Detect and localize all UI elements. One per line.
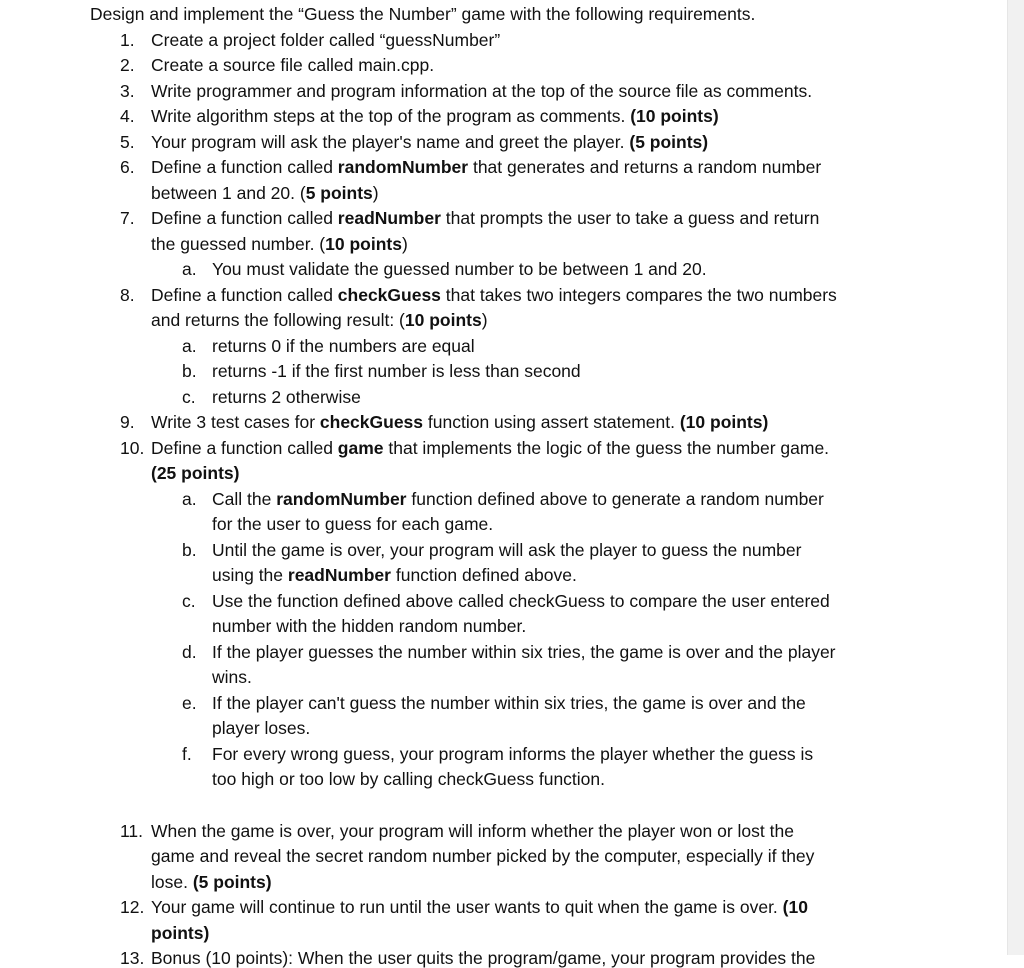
item-2-text: Create a source file called main.cpp. [151,55,435,75]
item-6-pre: Define a function called [151,157,338,177]
item-11-line2: game and reveal the secret random number picked by the computer, especially if they [151,846,815,866]
item-8-post: that takes two integers compares the two numbers [440,285,837,305]
item-10a-text [212,489,824,509]
item-6-points: 5 points [305,183,373,203]
item-number: 5. [120,132,135,152]
item-10f-text: For every wrong guess, your program informs the player whether the guess is [212,744,814,764]
item-8-line2-post: ) [481,310,488,330]
item-6-line2-pre: between 1 and 20. ( [151,183,306,203]
item-4-body: Write algorithm steps at the top of the program as comments. [151,106,631,126]
item-8-points: 10 points [404,310,482,330]
function-name: checkGuess [319,412,424,432]
item-8-pre: Define a function called [151,285,338,305]
item-10f-line2: too high or too low by calling checkGuess function. [212,769,605,789]
item-8c-text: returns 2 otherwise [212,387,361,407]
item-number: 1. [120,30,135,50]
function-name: checkGuess [337,285,441,305]
item-3-text: Write programmer and program information at the top of the source file as comments. [151,81,813,101]
item-13-text: Bonus (10 points): When the user quits the program/game, your program provides the [151,948,816,968]
item-7a-text: You must validate the guessed number to be between 1 and 20. [212,259,707,279]
item-10b-line2 [212,565,577,585]
item-7-text [151,208,819,228]
item-number: 2. [120,55,135,75]
function-name: randomNumber [276,489,407,509]
item-10-points-text: (25 points) [151,463,240,483]
subitem-letter: f. [182,744,192,764]
item-10-post: that implements the logic of the guess the number game. [383,438,830,458]
item-5-text [151,132,708,152]
item-5-body: Your program will ask the player's name and greet the player. [151,132,630,152]
item-7-pre: Define a function called [151,208,338,228]
item-8-text [151,285,837,305]
vertical-scrollbar[interactable] [1007,0,1024,955]
item-7-points: 10 points [325,234,402,254]
function-name: readNumber [287,565,391,585]
item-7-post: that prompts the user to take a guess and return [440,208,820,228]
item-9-points: (10 points) [679,412,769,432]
item-number: 12. [120,897,145,917]
subitem-letter: c. [182,591,196,611]
item-4-points: (10 points) [630,106,719,126]
item-9-text [151,412,768,432]
subitem-letter: a. [182,336,197,356]
subitem-letter: b. [182,361,197,381]
subitem-letter: a. [182,259,197,279]
function-name: readNumber [337,208,441,228]
item-number: 6. [120,157,135,177]
item-10e-line2: player loses. [212,718,311,738]
subitem-letter: d. [182,642,197,662]
item-number: 3. [120,81,135,101]
item-12-text [151,897,808,917]
item-4-text [151,106,719,126]
item-10a-post: function defined above to generate a random number [406,489,824,509]
item-8-line2-pre: and returns the following result: ( [151,310,405,330]
item-6-line2-post: ) [372,183,379,203]
item-10-pre: Define a function called [151,438,338,458]
item-9-pre: Write 3 test cases for [151,412,320,432]
subitem-letter: a. [182,489,197,509]
item-10d-line2: wins. [212,667,252,687]
item-10-points [151,463,239,483]
item-10b-text: Until the game is over, your program will ask the player to guess the number [212,540,802,560]
item-10d-text: If the player guesses the number within six tries, the game is over and the player [212,642,836,662]
intro-text: Design and implement the “Guess the Number” game with the following requirements. [90,4,756,24]
item-11-text: When the game is over, your program will inform whether the player won or lost the [151,821,794,841]
item-12-body: Your game will continue to run until the user wants to quit when the game is over. [151,897,783,917]
item-7-line2 [151,234,408,254]
item-9-post: function using assert statement. [423,412,680,432]
item-6-post: that generates and returns a random number [468,157,822,177]
item-6-text [151,157,821,177]
item-number: 9. [120,412,135,432]
item-12-points-cont: points) [151,923,210,943]
item-8-line2 [151,310,488,330]
item-11-points: (5 points) [192,872,272,892]
item-10a-line2: for the user to guess for each game. [212,514,494,534]
item-7-line2-post: ) [401,234,408,254]
item-10b-line2-post: function defined above. [390,565,577,585]
item-number: 10. [120,438,145,458]
item-number: 13. [120,948,145,968]
item-11-line3-pre: lose. [151,872,193,892]
item-7-line2-pre: the guessed number. ( [151,234,326,254]
item-8a-text: returns 0 if the numbers are equal [212,336,475,356]
item-10e-text: If the player can't guess the number within six tries, the game is over and the [212,693,806,713]
function-name: game [337,438,384,458]
item-8b-text: returns -1 if the first number is less than second [212,361,581,381]
item-number: 4. [120,106,135,126]
subitem-letter: e. [182,693,197,713]
item-11-line3 [151,872,272,892]
item-10-text [151,438,829,458]
item-10b-line2-pre: using the [212,565,288,585]
subitem-letter: c. [182,387,196,407]
item-10c-line2: number with the hidden random number. [212,616,527,636]
item-number: 11. [120,821,144,841]
item-number: 8. [120,285,135,305]
item-12-line2 [151,923,209,943]
item-5-points: (5 points) [629,132,709,152]
item-1-text: Create a project folder called “guessNumber” [151,30,501,50]
function-name: randomNumber [337,157,469,177]
item-12-points: (10 [782,897,808,917]
item-6-line2 [151,183,379,203]
subitem-letter: b. [182,540,197,560]
item-10a-pre: Call the [212,489,277,509]
item-10c-text: Use the function defined above called checkGuess to compare the user entered [212,591,830,611]
item-number: 7. [120,208,135,228]
